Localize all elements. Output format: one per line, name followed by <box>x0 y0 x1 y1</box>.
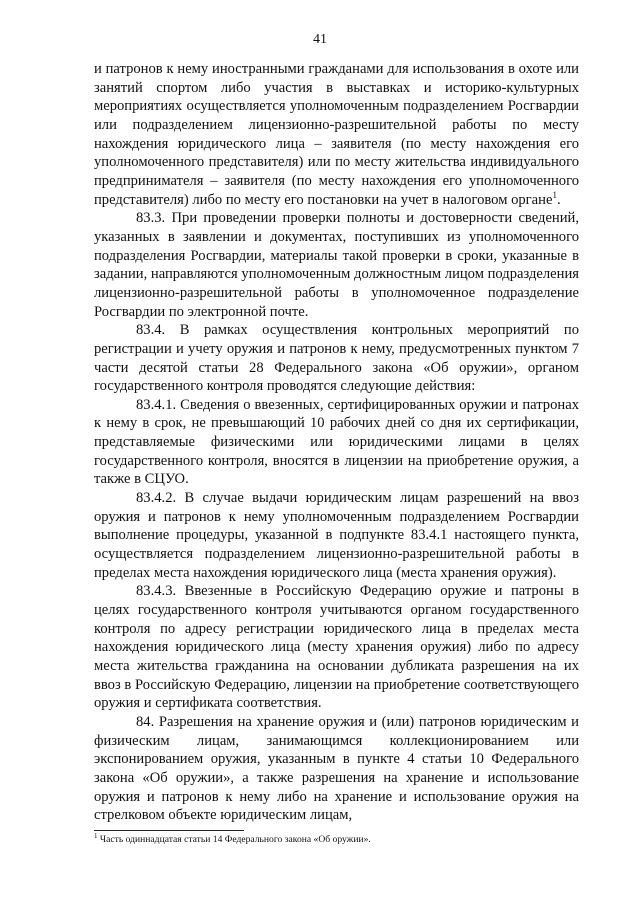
paragraph-83-3: 83.3. При проведении проверки полноты и достоверности сведений, указанных в заявлении и документах, поступивших из уполномоченного подразделения Росгвардии, материалы такой проверки в сроки, указанные в задании, направляются уполномоченным должностным лицом подразделения лицензионно-разрешительной работы в уполномоченное подразделение Росгвардии по электронной почте. <box>94 210 579 320</box>
footnote-marker: 1 <box>94 831 98 840</box>
footnote-text: Часть одиннадцатая статьи 14 Федерального закона «Об оружии». <box>99 834 371 845</box>
footnote-reference[interactable]: 1 <box>552 189 557 200</box>
paragraph-continuation <box>94 60 579 209</box>
paragraph-83-4-2: 83.4.2. В случае выдачи юридическим лицам разрешений на ввоз оружия и патронов к нему уполномоченным подразделением Росгвардии выполнение процедуры, указанной в подпункте 83.4.1 настоящего пункта, осуществляется подразделением лицензионно-разрешительной работы в пределах места нахождения юридического лица (места хранения оружия). <box>94 490 579 581</box>
paragraph-tail: . <box>556 191 561 208</box>
body-text <box>94 60 579 825</box>
paragraph-83-4: 83.4. В рамках осуществления контрольных мероприятий по регистрации и учету оружия и патронов к нему, предусмотренных пунктом 7 части десятой статьи 28 Федерального закона «Об оружии», органом государственного контроля проводятся следующие действия: <box>94 322 579 395</box>
page-number: 41 <box>313 32 327 47</box>
paragraph-84: 84. Разрешения на хранение оружия и (или) патронов юридическим и физическим лицам, занимающимся коллекционированием или экспонированием оружия, указанным в пункте 4 статьи 10 Федерального закона «Об оружии», а также разрешения на хранение и использование оружия и патронов к нему либо на хранение и использование оружия на стрелковом объекте юридическим лицам, <box>94 713 579 824</box>
paragraph-text: и патронов к нему иностранными гражданами для использования в охоте или занятий спортом либо участия в выставках и историко-культурных мероприятиях осуществляется уполномоченным подразделением Росгвардии или подразделением лицензионно-разрешительной работы по месту нахождения юридического лица – заявителя (по месту нахождения его уполномоченного представителя) или по месту жительства индивидуального предпринимателя – заявителя (по месту нахождения его уполномоченного представителя) либо по месту его постановки на учет в налоговом органе <box>94 61 579 208</box>
paragraph-83-4-1: 83.4.1. Сведения о ввезенных, сертифицированных оружии и патронах к нему в срок, не превышающий 10 рабочих дней со дня их сертификации, представляемые физическими или юридическими лицами в целях государственного контроля, вносятся в лицензии на приобретение оружия, а также в СЦУО. <box>94 396 579 488</box>
footnote <box>94 831 579 846</box>
paragraph-83-4-3: 83.4.3. Ввезенные в Российскую Федерацию оружие и патроны в целях государственного контроля учитываются органом государственного контроля по адресу регистрации юридического лица в пределах места нахождения юридического лица (месту хранения оружия) либо по адресу места жительства гражданина на основании дубликата разрешения на их ввоз в Российскую Федерацию, лицензии на приобретение соответствующего оружия и сертификата соответствия. <box>94 583 579 712</box>
footnote-divider <box>94 830 244 831</box>
